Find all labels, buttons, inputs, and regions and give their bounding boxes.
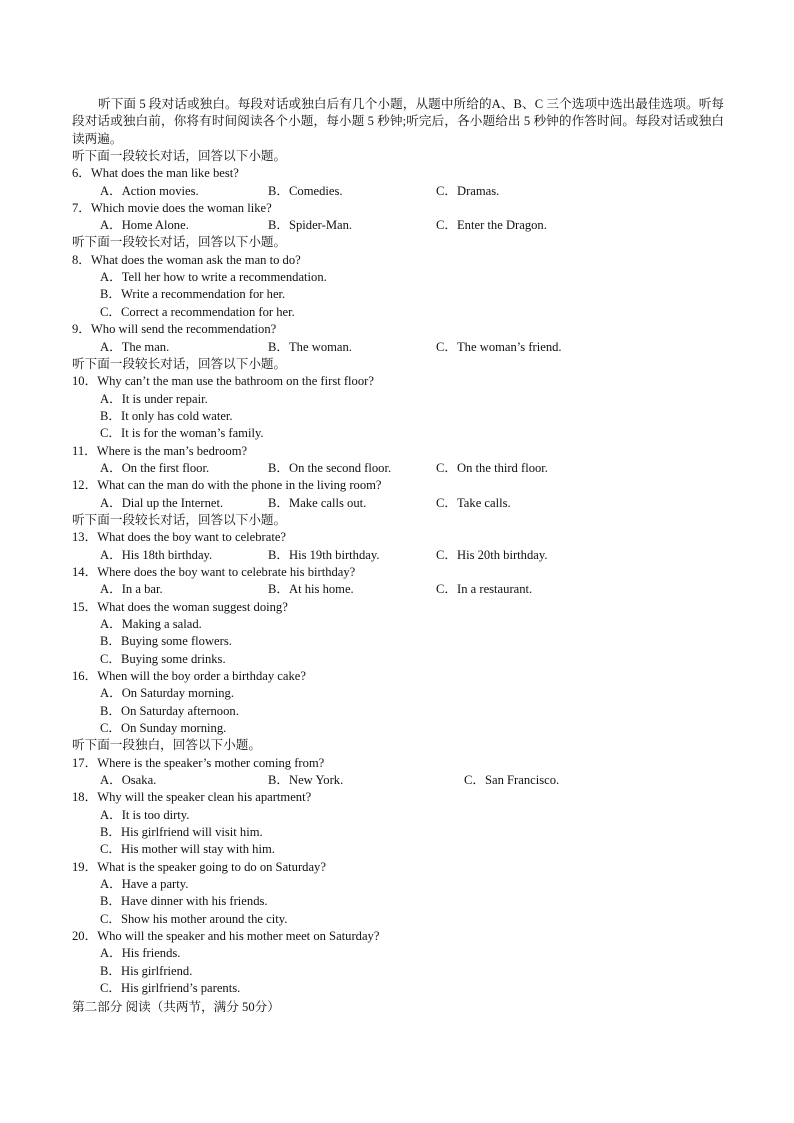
dialog-header: 听下面一段较长对话，回答以下小题。 bbox=[72, 513, 287, 527]
option-8c: C．Correct a recommendation for her. bbox=[100, 305, 295, 319]
option-15b: B．Buying some flowers. bbox=[100, 634, 232, 648]
dialog-header: 听下面一段较长对话，回答以下小题。 bbox=[72, 235, 287, 249]
option-6c: C．Dramas. bbox=[436, 184, 500, 198]
option-19b: B．Have dinner with his friends. bbox=[100, 894, 268, 908]
option-20c: C．His girlfriend’s parents. bbox=[100, 981, 241, 995]
option-16c: C．On Sunday morning. bbox=[100, 721, 227, 735]
option-13b: B．His 19th birthday. bbox=[268, 548, 380, 562]
option-7b: B．Spider-Man. bbox=[268, 218, 353, 232]
option-6a: A．Action movies. bbox=[100, 184, 199, 198]
option-11c: C．On the third floor. bbox=[436, 461, 548, 475]
question-11: 11．Where is the man’s bedroom? bbox=[72, 444, 248, 458]
option-7a: A．Home Alone. bbox=[100, 218, 189, 232]
option-17c: C．San Francisco. bbox=[464, 773, 560, 787]
question-6: 6．What does the man like best? bbox=[72, 166, 239, 180]
option-12b: B．Make calls out. bbox=[268, 496, 367, 510]
option-10a: A．It is under repair. bbox=[100, 392, 208, 406]
option-17a: A．Osaka. bbox=[100, 773, 157, 787]
section-title: 第二部分 阅读（共两节，满分 50分） bbox=[72, 1000, 280, 1014]
monologue-header: 听下面一段独白，回答以下小题。 bbox=[72, 738, 261, 752]
option-16a: A．On Saturday morning. bbox=[100, 686, 234, 700]
question-16: 16．When will the boy order a birthday cake? bbox=[72, 669, 306, 683]
option-13a: A．His 18th birthday. bbox=[100, 548, 213, 562]
option-13c: C．His 20th birthday. bbox=[436, 548, 548, 562]
option-15c: C．Buying some drinks. bbox=[100, 652, 226, 666]
question-9: 9．Who will send the recommendation? bbox=[72, 322, 277, 336]
listening-instructions: 听下面 5 段对话或独白。每段对话或独白后有几个小题，从题中所给的A、B、C 三个选项中选出最佳选项。听每段对话或独白前，你将有时间阅读各个小题，每小题 5 秒钟;听完后，各小题给出 5 秒钟的作答时间。每段对话或独白读两遍。 bbox=[72, 97, 724, 146]
option-8b: B．Write a recommendation for her. bbox=[100, 287, 286, 301]
question-10: 10．Why can’t the man use the bathroom on the first floor? bbox=[72, 374, 374, 388]
question-18: 18．Why will the speaker clean his apartment? bbox=[72, 790, 312, 804]
option-19a: A．Have a party. bbox=[100, 877, 189, 891]
option-11b: B．On the second floor. bbox=[268, 461, 392, 475]
option-8a: A．Tell her how to write a recommendation. bbox=[100, 270, 327, 284]
question-8: 8．What does the woman ask the man to do? bbox=[72, 253, 301, 267]
question-20: 20．Who will the speaker and his mother meet on Saturday? bbox=[72, 929, 380, 943]
option-18c: C．His mother will stay with him. bbox=[100, 842, 275, 856]
option-9b: B．The woman. bbox=[268, 340, 352, 354]
question-12: 12．What can the man do with the phone in the living room? bbox=[72, 478, 382, 492]
dialog-header: 听下面一段较长对话，回答以下小题。 bbox=[72, 357, 287, 371]
option-10b: B．It only has cold water. bbox=[100, 409, 233, 423]
option-9a: A．The man. bbox=[100, 340, 170, 354]
option-15a: A．Making a salad. bbox=[100, 617, 202, 631]
question-15: 15．What does the woman suggest doing? bbox=[72, 600, 288, 614]
option-14b: B．At his home. bbox=[268, 582, 354, 596]
question-13: 13．What does the boy want to celebrate? bbox=[72, 530, 287, 544]
option-7c: C．Enter the Dragon. bbox=[436, 218, 547, 232]
option-9c: C．The woman’s friend. bbox=[436, 340, 562, 354]
option-18a: A．It is too dirty. bbox=[100, 808, 190, 822]
option-6b: B．Comedies. bbox=[268, 184, 343, 198]
question-7: 7．Which movie does the woman like? bbox=[72, 201, 272, 215]
option-12a: A．Dial up the Internet. bbox=[100, 496, 224, 510]
option-12c: C．Take calls. bbox=[436, 496, 511, 510]
option-19c: C．Show his mother around the city. bbox=[100, 912, 288, 926]
option-14c: C．In a restaurant. bbox=[436, 582, 533, 596]
option-17b: B．New York. bbox=[268, 773, 344, 787]
dialog-header: 听下面一段较长对话，回答以下小题。 bbox=[72, 149, 287, 163]
question-14: 14．Where does the boy want to celebrate his birthday? bbox=[72, 565, 356, 579]
option-16b: B．On Saturday afternoon. bbox=[100, 704, 239, 718]
question-17: 17．Where is the speaker’s mother coming from? bbox=[72, 756, 325, 770]
question-19: 19．What is the speaker going to do on Saturday? bbox=[72, 860, 326, 874]
option-10c: C．It is for the woman’s family. bbox=[100, 426, 264, 440]
option-20b: B．His girlfriend. bbox=[100, 964, 193, 978]
option-20a: A．His friends. bbox=[100, 946, 181, 960]
option-14a: A．In a bar. bbox=[100, 582, 163, 596]
option-11a: A．On the first floor. bbox=[100, 461, 210, 475]
option-18b: B．His girlfriend will visit him. bbox=[100, 825, 263, 839]
